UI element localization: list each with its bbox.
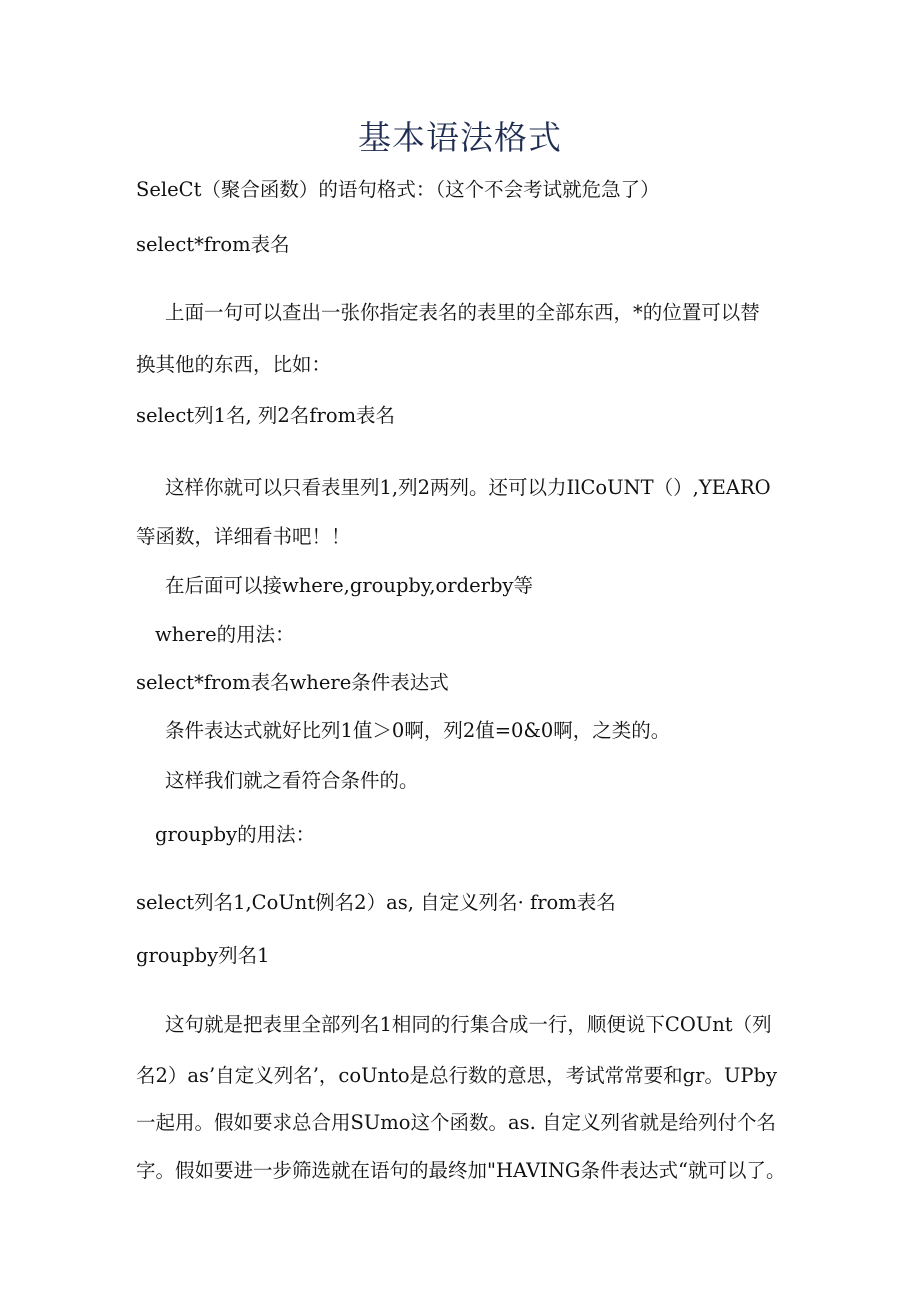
paragraph-line: 在后面可以接where,groupby,orderby等 bbox=[165, 574, 533, 597]
paragraph-line: 等函数，详细看书吧！！ bbox=[136, 525, 351, 548]
text-line-select-intro: SeleCt（聚合函数）的语句格式：（这个不会考试就危急了） bbox=[136, 178, 660, 201]
code-line-where: select*from表名where条件表达式 bbox=[136, 671, 449, 694]
code-line-groupby: groupby列名1 bbox=[136, 944, 270, 967]
paragraph-line: 换其他的东西，比如： bbox=[136, 353, 332, 376]
paragraph-line: 名2）as’自定义列名’，coUnto是总行数的意思，考试常常要和gr。UPby bbox=[136, 1064, 778, 1087]
paragraph-line: 一起用。假如要求总合用SUmo这个函数。as. 自定义列省就是给列付个名 bbox=[136, 1111, 777, 1134]
paragraph-line: 字。假如要进一步筛选就在语句的最终加"HAVING条件表达式“就可以了。 bbox=[136, 1159, 786, 1182]
code-line-select-columns: select列1名, 列2名from表名 bbox=[136, 404, 396, 427]
section-heading-groupby: groupby的用法： bbox=[155, 823, 316, 846]
code-line-groupby-select: select列名1,CoUnt例名2）as, 自定义列名· from表名 bbox=[136, 891, 616, 914]
paragraph-line: 这样你就可以只看表里列1,列2两列。还可以力IlCoUNT（）,YEARO bbox=[165, 476, 771, 499]
paragraph-line: 条件表达式就好比列1值＞0啊，列2值=0&0啊，之类的。 bbox=[165, 719, 671, 742]
document-title: 基本语法格式 bbox=[358, 118, 562, 157]
paragraph-line: 上面一句可以查出一张你指定表名的表里的全部东西，*的位置可以替 bbox=[165, 301, 760, 324]
paragraph-line: 这句就是把表里全部列名1相同的行集合成一行，顺便说下COUnt（列 bbox=[165, 1013, 772, 1036]
paragraph-line: 这样我们就之看符合条件的。 bbox=[165, 769, 419, 792]
section-heading-where: where的用法： bbox=[155, 623, 295, 646]
code-line-select-all: select*from表名 bbox=[136, 233, 290, 256]
